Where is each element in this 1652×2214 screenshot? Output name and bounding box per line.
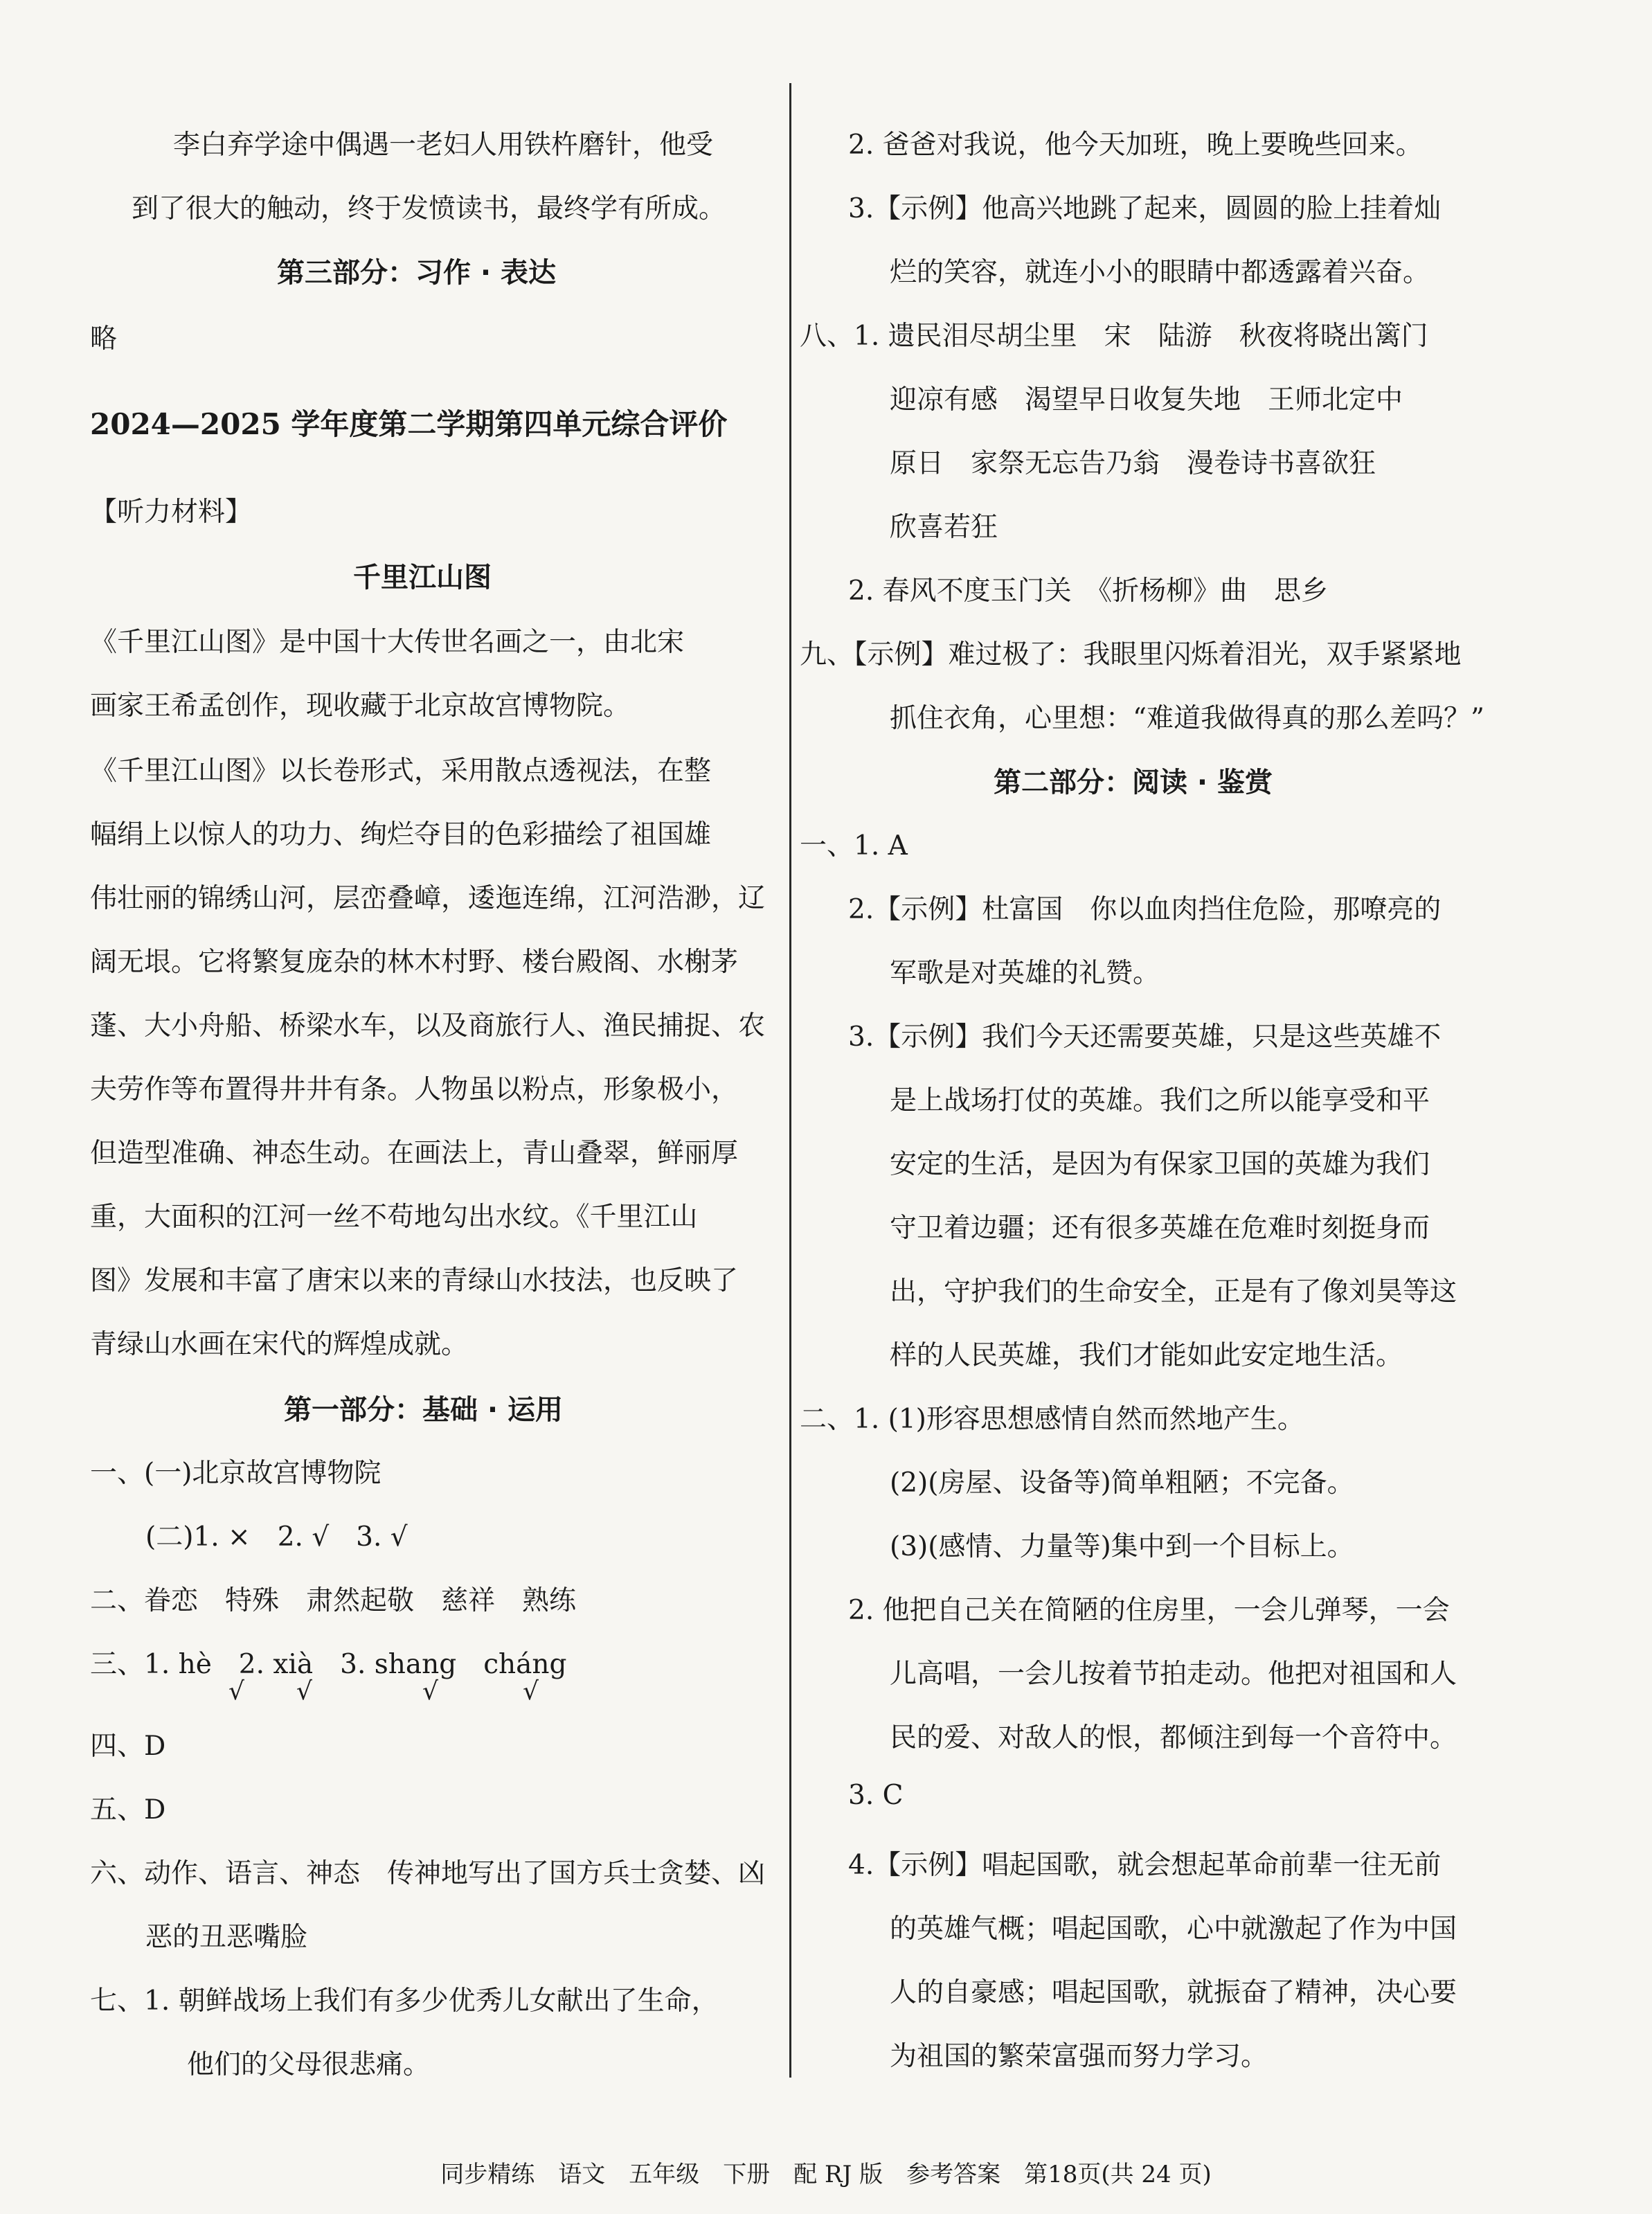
text-line: (二)1. × 2. √ 3. √	[145, 1521, 408, 1553]
check-mark: √	[523, 1677, 539, 1706]
text-line: 2. 他把自己关在简陋的住房里，一会儿弹琴，一会	[848, 1595, 1450, 1626]
text-line: 四、D	[90, 1731, 166, 1762]
text-line: 军歌是对英雄的礼赞。	[890, 958, 1160, 989]
text-line: 人的自豪感；唱起国歌，就振奋了精神，决心要	[890, 1977, 1457, 2008]
text-line: 略	[90, 323, 118, 355]
text-line: 五、D	[90, 1794, 166, 1825]
text-line: 画家王希孟创作，现收藏于北京故宫博物院。	[90, 690, 631, 722]
text-line: 图》发展和丰富了唐宋以来的青绿山水技法，也反映了	[90, 1265, 739, 1296]
text-line: 二、1. (1)形容思想感情自然而然地产生。	[800, 1404, 1304, 1435]
text-line: (2)(房屋、设备等)简单粗陋；不完备。	[890, 1467, 1354, 1499]
check-mark: √	[296, 1677, 312, 1706]
text-line: 4.【示例】唱起国歌，就会想起革命前辈一往无前	[848, 1850, 1442, 1881]
column-divider	[789, 83, 791, 2078]
text-line: 恶的丑恶嘴脸	[145, 1922, 308, 1953]
check-mark: √	[228, 1677, 244, 1706]
text-line: 烂的笑容，就连小小的眼睛中都透露着兴奋。	[890, 257, 1430, 288]
text-line: 的英雄气概；唱起国歌，心中就激起了作为中国	[890, 1913, 1457, 1945]
text-line: 3.【示例】他高兴地跳了起来，圆圆的脸上挂着灿	[848, 193, 1442, 224]
text-line: 欣喜若狂	[890, 512, 998, 543]
text-line: 样的人民英雄，我们才能如此安定地生活。	[890, 1340, 1403, 1371]
text-line: 阔无垠。它将繁复庞杂的林木村野、楼台殿阁、水榭茅	[90, 947, 739, 978]
text-line: 《千里江山图》是中国十大传世名画之一，由北宋	[90, 627, 685, 658]
text-line: 民的爱、对敌人的恨，都倾注到每一个音符中。	[890, 1722, 1457, 1753]
text-line: 李白弃学途中偶遇一老妇人用铁杵磨针，他受	[173, 130, 714, 161]
text-line: 重，大面积的江河一丝不苟地勾出水纹。《千里江山	[90, 1202, 698, 1233]
text-line: 儿高唱，一会儿按着节拍走动。他把对祖国和人	[890, 1659, 1457, 1690]
text-line: 二、眷恋 特殊 肃然起敬 慈祥 熟练	[90, 1585, 577, 1616]
text-line: 安定的生活，是因为有保家卫国的英雄为我们	[890, 1149, 1430, 1180]
text-line: 七、1. 朝鲜战场上我们有多少优秀儿女献出了生命，	[90, 1985, 719, 2017]
text-line: 2. 爸爸对我说，他今天加班，晚上要晚些回来。	[848, 130, 1423, 161]
text-line: 原日 家祭无忘告乃翁 漫卷诗书喜欲狂	[890, 448, 1376, 479]
section-heading: 第三部分：习作 · 表达	[277, 257, 557, 289]
text-line: 为祖国的繁荣富强而努力学习。	[890, 2041, 1268, 2072]
text-line: 一、1. A	[800, 830, 908, 862]
unit-title: 2024—2025 学年度第二学期第四单元综合评价	[90, 407, 728, 441]
text-line: 幅绢上以惊人的功力、绚烂夺目的色彩描绘了祖国雄	[90, 819, 712, 850]
text-line: 《千里江山图》以长卷形式，采用散点透视法，在整	[90, 756, 712, 787]
text-line: 2. 春风不度玉门关 《折杨柳》曲 思乡	[848, 575, 1329, 607]
page-footer: 同步精练 语文 五年级 下册 配 RJ 版 参考答案 第18页(共 24 页)	[440, 2161, 1212, 2188]
text-line: 他们的父母很悲痛。	[187, 2049, 431, 2080]
text-line: 蓬、大小舟船、桥梁水车，以及商旅行人、渔民捕捉、农	[90, 1010, 766, 1042]
text-line: 青绿山水画在宋代的辉煌成就。	[90, 1329, 469, 1360]
text-line: 三、1. hè 2. xià 3. shang cháng	[90, 1649, 567, 1680]
text-line: 到了很大的触动，终于发愤读书，最终学有所成。	[132, 193, 726, 224]
text-line: 2.【示例】杜富国 你以血肉挡住危险，那嘹亮的	[848, 894, 1442, 925]
check-mark: √	[422, 1677, 438, 1706]
text-line: 伟壮丽的锦绣山河，层峦叠嶂，逶迤连绵，江河浩渺，辽	[90, 883, 766, 914]
text-line: 出，守护我们的生命安全，正是有了像刘昊等这	[890, 1276, 1457, 1307]
article-title: 千里江山图	[353, 562, 492, 593]
text-line: 是上战场打仗的英雄。我们之所以能享受和平	[890, 1085, 1430, 1116]
text-line: 3. C	[848, 1780, 904, 1811]
section-heading: 第二部分：阅读 · 鉴赏	[994, 767, 1273, 798]
text-line: 九、【示例】难过极了：我眼里闪烁着泪光，双手紧紧地	[800, 639, 1462, 670]
text-line: 3.【示例】我们今天还需要英雄，只是这些英雄不	[848, 1021, 1442, 1053]
text-line: 六、动作、语言、神态 传神地写出了国方兵士贪婪、凶	[90, 1858, 766, 1889]
text-line: 迎凉有感 渴望早日收复失地 王师北定中	[890, 384, 1403, 416]
text-line: 但造型准确、神态生动。在画法上，青山叠翠，鲜丽厚	[90, 1138, 739, 1169]
section-heading: 第一部分：基础 · 运用	[284, 1394, 564, 1426]
text-line: 守卫着边疆；还有很多英雄在危难时刻挺身而	[890, 1213, 1430, 1244]
text-line: 【听力材料】	[90, 497, 253, 528]
text-line: 抓住衣角，心里想：“难道我做得真的那么差吗？”	[890, 703, 1484, 734]
text-line: 夫劳作等布置得井井有条。人物虽以粉点，形象极小，	[90, 1074, 739, 1105]
text-line: 八、1. 遗民泪尽胡尘里 宋 陆游 秋夜将晓出篱门	[800, 321, 1428, 352]
text-line: (3)(感情、力量等)集中到一个目标上。	[890, 1531, 1354, 1562]
text-line: 一、(一)北京故宫博物院	[90, 1458, 381, 1489]
